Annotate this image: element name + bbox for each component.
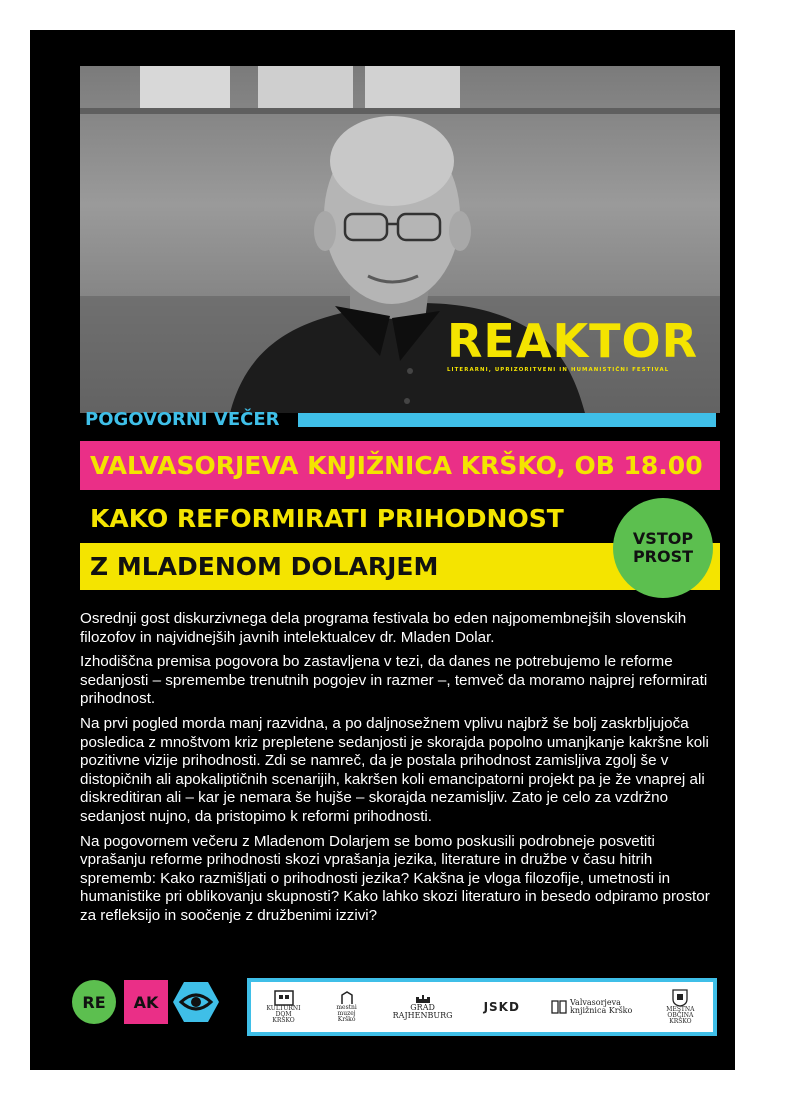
- event-kicker: POGOVORNI VEČER: [85, 409, 280, 430]
- obcina-crest-icon: [672, 989, 688, 1007]
- reaktor-mini-logos: [72, 980, 232, 1032]
- badge-line1: VSTOP: [632, 528, 694, 548]
- knjiznica-icon: [551, 1000, 567, 1014]
- festival-subtitle: LITERARNI, UPRIZORITVENI IN HUMANISTIČNI FESTIVAL: [447, 367, 670, 373]
- kicker-divider-bar: [298, 413, 716, 427]
- jskd-label: JSKD: [483, 999, 520, 1014]
- event-title: KAKO REFORMIRATI PRIHODNOST: [90, 504, 564, 533]
- poster: [30, 30, 735, 1070]
- partner-mestna-obcina: [663, 989, 697, 1026]
- kulturni-dom-label: KULTURNI DOM KRŠKO: [266, 1004, 301, 1025]
- re-logo-text: RE: [82, 992, 106, 1012]
- venue-time: VALVASORJEVA KNJIŽNICA KRŠKO, OB 18.00: [90, 451, 703, 480]
- eye-hexagon-icon: [172, 980, 220, 1024]
- speaker-photo: [80, 66, 720, 413]
- partner-valvasorjeva-knjiznica: [551, 999, 632, 1016]
- paragraph-1: Osrednji gost diskurzivnega dela programa festivala bo eden najpomembnejših slovenskih filozofov in najvidnejših javnih intelektualcev dr. Mladen Dolar.: [80, 610, 687, 646]
- guest-name: Z MLADENOM DOLARJEM: [90, 552, 439, 581]
- paragraph-2: Izhodiščna premisa pogovora bo zastavljena v tezi, da danes ne potrebujemo le reforme sedanjosti – spremembe trenutnih pogojev in razmer –, temveč da moramo najprej reformirati prihodnost.: [80, 653, 708, 708]
- paragraph-3: Na prvi pogled morda manj razvidna, a po daljnosežnem vplivu najbrž še bolj zaskrbljujoča posledica z mnoštvom kriz prepletene sedanjosti je skorajda popolno umanjkanje kakršne koli pozitivne vizije prihodnosti. Zdi se namreč, da je postala prihodnost zamisljiva zgolj še v distopičnih ali apokaliptičnih scenarijih, kakršen koli emancipatorni projekt pa je že vnaprej ali diskreditiran ali – kar je nemara še hujše – skorajda nezamisljiv. Zato je celo za vzdržno sedanjost nujno, da pristopimo k reformi prihodnosti.: [80, 714, 709, 825]
- grad-label-2: RAJHENBURG: [392, 1011, 453, 1020]
- partner-mestni-muzej: [332, 991, 362, 1024]
- paragraph-4: Na pogovornem večeru z Mladenom Dolarjem se bomo poskusili podrobneje posvetiti vprašanju reforme prihodnosti skozi vprašanja jezika, literature in družbe v času hitrih sprememb: Kako razmišljati o prihodnosti jezika? Kakšna je vloga filozofije, umetnosti in humanistike pri oblikovanju skupnosti? Kako lahko skozi literaturo in besedo odpiramo prostor za refleksijo in soočenje z družbenimi izzivi?: [80, 832, 710, 924]
- obcina-label: MESTNA OBČINA KRŠKO: [666, 1005, 695, 1026]
- ak-logo: [124, 980, 168, 1024]
- grad-label-1: GRAD: [410, 1002, 435, 1012]
- muzej-icon: [341, 991, 353, 1005]
- muzej-label: mestni muzej Krško: [336, 1003, 357, 1024]
- re-logo: [72, 980, 116, 1024]
- festival-logo: [447, 314, 698, 373]
- festival-logo-text: REAKTOR: [447, 314, 698, 368]
- kulturni-dom-icon: [274, 990, 294, 1006]
- badge-line2: PROST: [632, 547, 694, 566]
- partner-logos-strip: [247, 978, 717, 1036]
- event-description: [80, 610, 720, 932]
- partner-kulturni-dom: [267, 990, 301, 1025]
- partner-jskd: [484, 1001, 520, 1014]
- free-entry-badge: [613, 498, 713, 598]
- venue-time-band: [80, 441, 720, 490]
- ak-logo-text: AK: [133, 992, 159, 1012]
- knjiznica-label-2: knjižnica Krško: [570, 1006, 633, 1015]
- knjiznica-label-1: Valvasorjeva: [570, 997, 621, 1007]
- event-title-band: [80, 498, 615, 538]
- partner-grad-rajhenburg: [393, 994, 453, 1021]
